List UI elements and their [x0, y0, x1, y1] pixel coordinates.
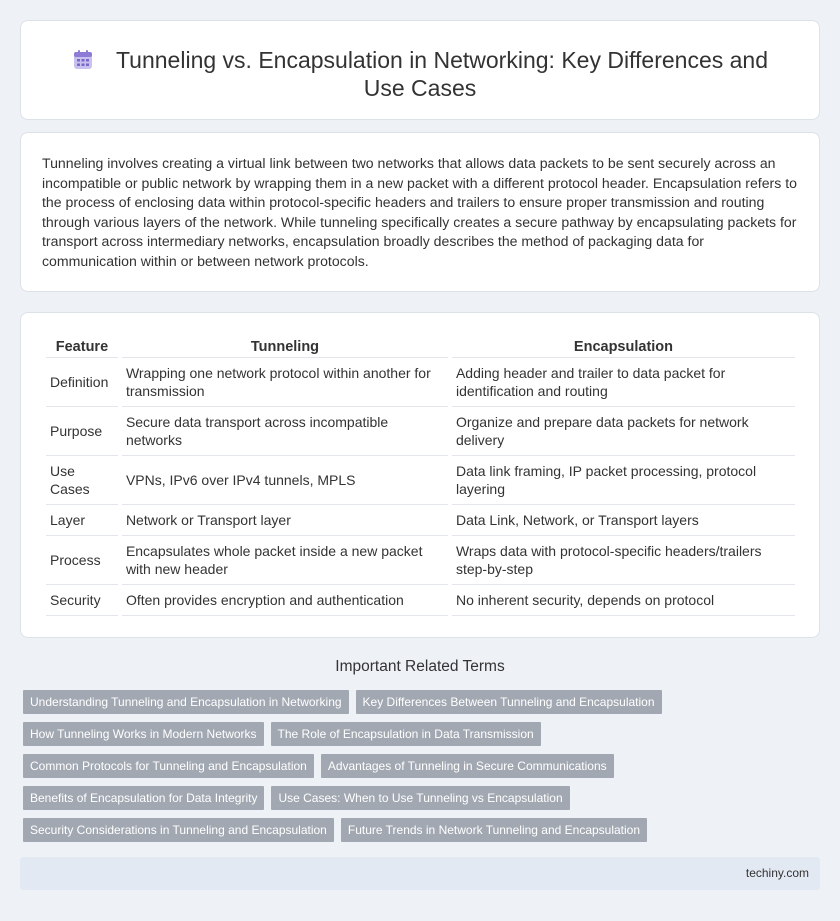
feature-cell: Use Cases [46, 456, 118, 505]
intro-card [20, 132, 820, 292]
footer [20, 857, 820, 890]
tag-row [23, 818, 823, 842]
encapsulation-cell: Data link framing, IP packet processing, protocol layering [452, 456, 795, 505]
tunneling-cell: Secure data transport across incompatible networks [122, 407, 448, 456]
table-row [46, 585, 795, 616]
related-term-tag[interactable]: Understanding Tunneling and Encapsulation in Networking [23, 690, 349, 714]
table-row [46, 456, 795, 505]
page-title-text: Tunneling vs. Encapsulation in Networking: Key Differences and Use Cases [115, 47, 769, 101]
comparison-table [42, 336, 799, 616]
encapsulation-cell: Adding header and trailer to data packet for identification and routing [452, 358, 795, 407]
feature-cell: Purpose [46, 407, 118, 456]
tunneling-cell: Network or Transport layer [122, 505, 448, 536]
title-card [20, 20, 820, 120]
page-title [51, 46, 789, 102]
tag-row [23, 690, 823, 714]
related-term-tag[interactable]: Security Considerations in Tunneling and Encapsulation [23, 818, 334, 842]
related-term-tag[interactable]: Benefits of Encapsulation for Data Integrity [23, 786, 264, 810]
header-encapsulation: Encapsulation [452, 336, 795, 358]
feature-cell: Layer [46, 505, 118, 536]
footer-site[interactable]: techiny.com [745, 866, 809, 880]
related-term-tag[interactable]: Use Cases: When to Use Tunneling vs Encapsulation [271, 786, 569, 810]
related-terms-heading: Important Related Terms [335, 658, 505, 675]
comparison-card [20, 312, 820, 638]
calendar-grid-icon [72, 49, 94, 71]
related-term-tag[interactable]: The Role of Encapsulation in Data Transmission [271, 722, 541, 746]
encapsulation-cell: Organize and prepare data packets for network delivery [452, 407, 795, 456]
tunneling-cell: Wrapping one network protocol within another for transmission [122, 358, 448, 407]
tag-row [23, 786, 823, 810]
feature-cell: Process [46, 536, 118, 585]
tunneling-cell: Encapsulates whole packet inside a new packet with new header [122, 536, 448, 585]
feature-cell: Definition [46, 358, 118, 407]
header-feature: Feature [46, 336, 118, 358]
related-term-tag[interactable]: How Tunneling Works in Modern Networks [23, 722, 264, 746]
related-term-tag[interactable]: Future Trends in Network Tunneling and Encapsulation [341, 818, 647, 842]
related-term-tag[interactable]: Key Differences Between Tunneling and Encapsulation [356, 690, 662, 714]
tunneling-cell: Often provides encryption and authentication [122, 585, 448, 616]
tag-row [23, 722, 823, 746]
table-row [46, 505, 795, 536]
related-term-tag[interactable]: Advantages of Tunneling in Secure Communications [321, 754, 614, 778]
encapsulation-cell: Wraps data with protocol-specific headers/trailers step-by-step [452, 536, 795, 585]
encapsulation-cell: No inherent security, depends on protocol [452, 585, 795, 616]
table-header-row [46, 336, 795, 358]
table-row [46, 536, 795, 585]
feature-cell: Security [46, 585, 118, 616]
table-row [46, 358, 795, 407]
related-terms-list [23, 690, 823, 850]
encapsulation-cell: Data Link, Network, or Transport layers [452, 505, 795, 536]
table-row [46, 407, 795, 456]
title-wrap [21, 46, 819, 102]
tunneling-cell: VPNs, IPv6 over IPv4 tunnels, MPLS [122, 456, 448, 505]
tag-row [23, 754, 823, 778]
header-tunneling: Tunneling [122, 336, 448, 358]
related-term-tag[interactable]: Common Protocols for Tunneling and Encapsulation [23, 754, 314, 778]
intro-paragraph: Tunneling involves creating a virtual link between two networks that allows data packets to be sent securely across an incompatible or public network by wrapping them in a new packet with a different protocol header. Encapsulation refers to the process of enclosing data within protocol-specific headers and trailers to ensure proper transmission and routing through various layers of the network. While tunneling specifically creates a secure pathway by encapsulating packets for transport across intermediary networks, encapsulation broadly describes the method of packaging data for communication within or between network protocols. [42, 155, 797, 269]
